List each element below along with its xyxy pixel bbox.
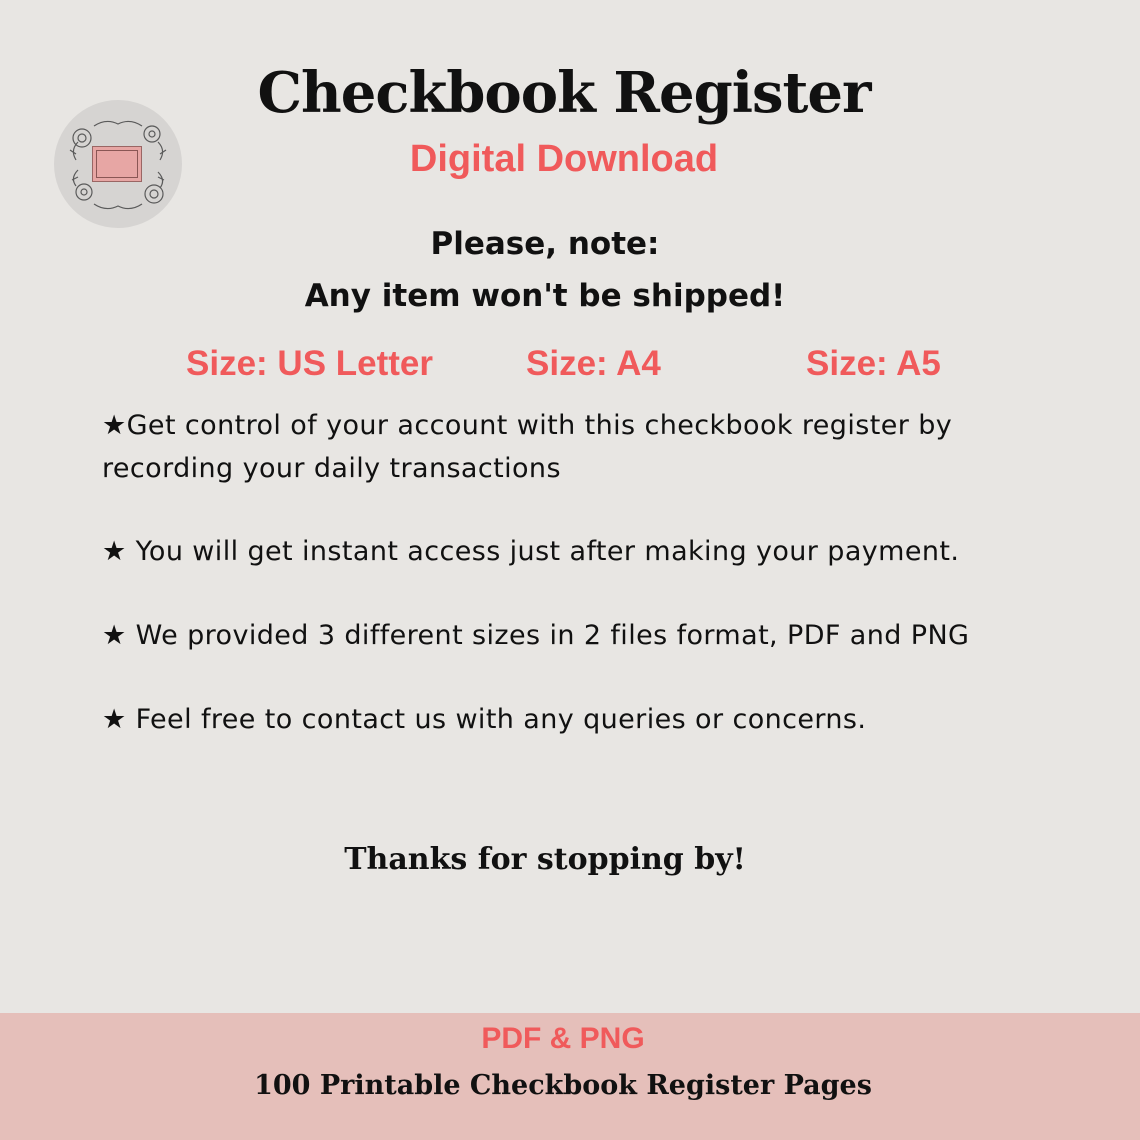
star-icon: ★ xyxy=(102,536,127,567)
bullet-text: You will get instant access just after making your payment. xyxy=(126,536,960,567)
note-shipping: Any item won't be shipped! xyxy=(304,278,786,314)
star-icon: ★ xyxy=(102,704,127,735)
page-title: Checkbook Register xyxy=(257,60,871,126)
note-heading: Please, note: xyxy=(430,226,660,262)
bullet-text: Feel free to contact us with any queries or concerns. xyxy=(126,704,867,735)
bullet-text: Get control of your account with this checkbook register by recording your daily transactions xyxy=(102,410,953,484)
bullet-item xyxy=(102,404,1062,490)
footer-description: 100 Printable Checkbook Register Pages xyxy=(254,1070,872,1101)
size-us-letter: Size: US Letter xyxy=(186,344,433,383)
size-a4: Size: A4 xyxy=(526,344,661,383)
footer-formats: PDF & PNG xyxy=(481,1022,645,1055)
size-a5: Size: A5 xyxy=(806,344,941,383)
bullet-item xyxy=(102,530,1062,573)
closing-message: Thanks for stopping by! xyxy=(344,842,746,877)
star-icon: ★ xyxy=(102,620,127,651)
subtitle-digital-download: Digital Download xyxy=(409,138,719,180)
bullet-text: We provided 3 different sizes in 2 files format, PDF and PNG xyxy=(126,620,970,651)
bullet-item xyxy=(102,698,1062,741)
bullet-item xyxy=(102,614,1062,657)
star-icon: ★ xyxy=(102,410,127,441)
